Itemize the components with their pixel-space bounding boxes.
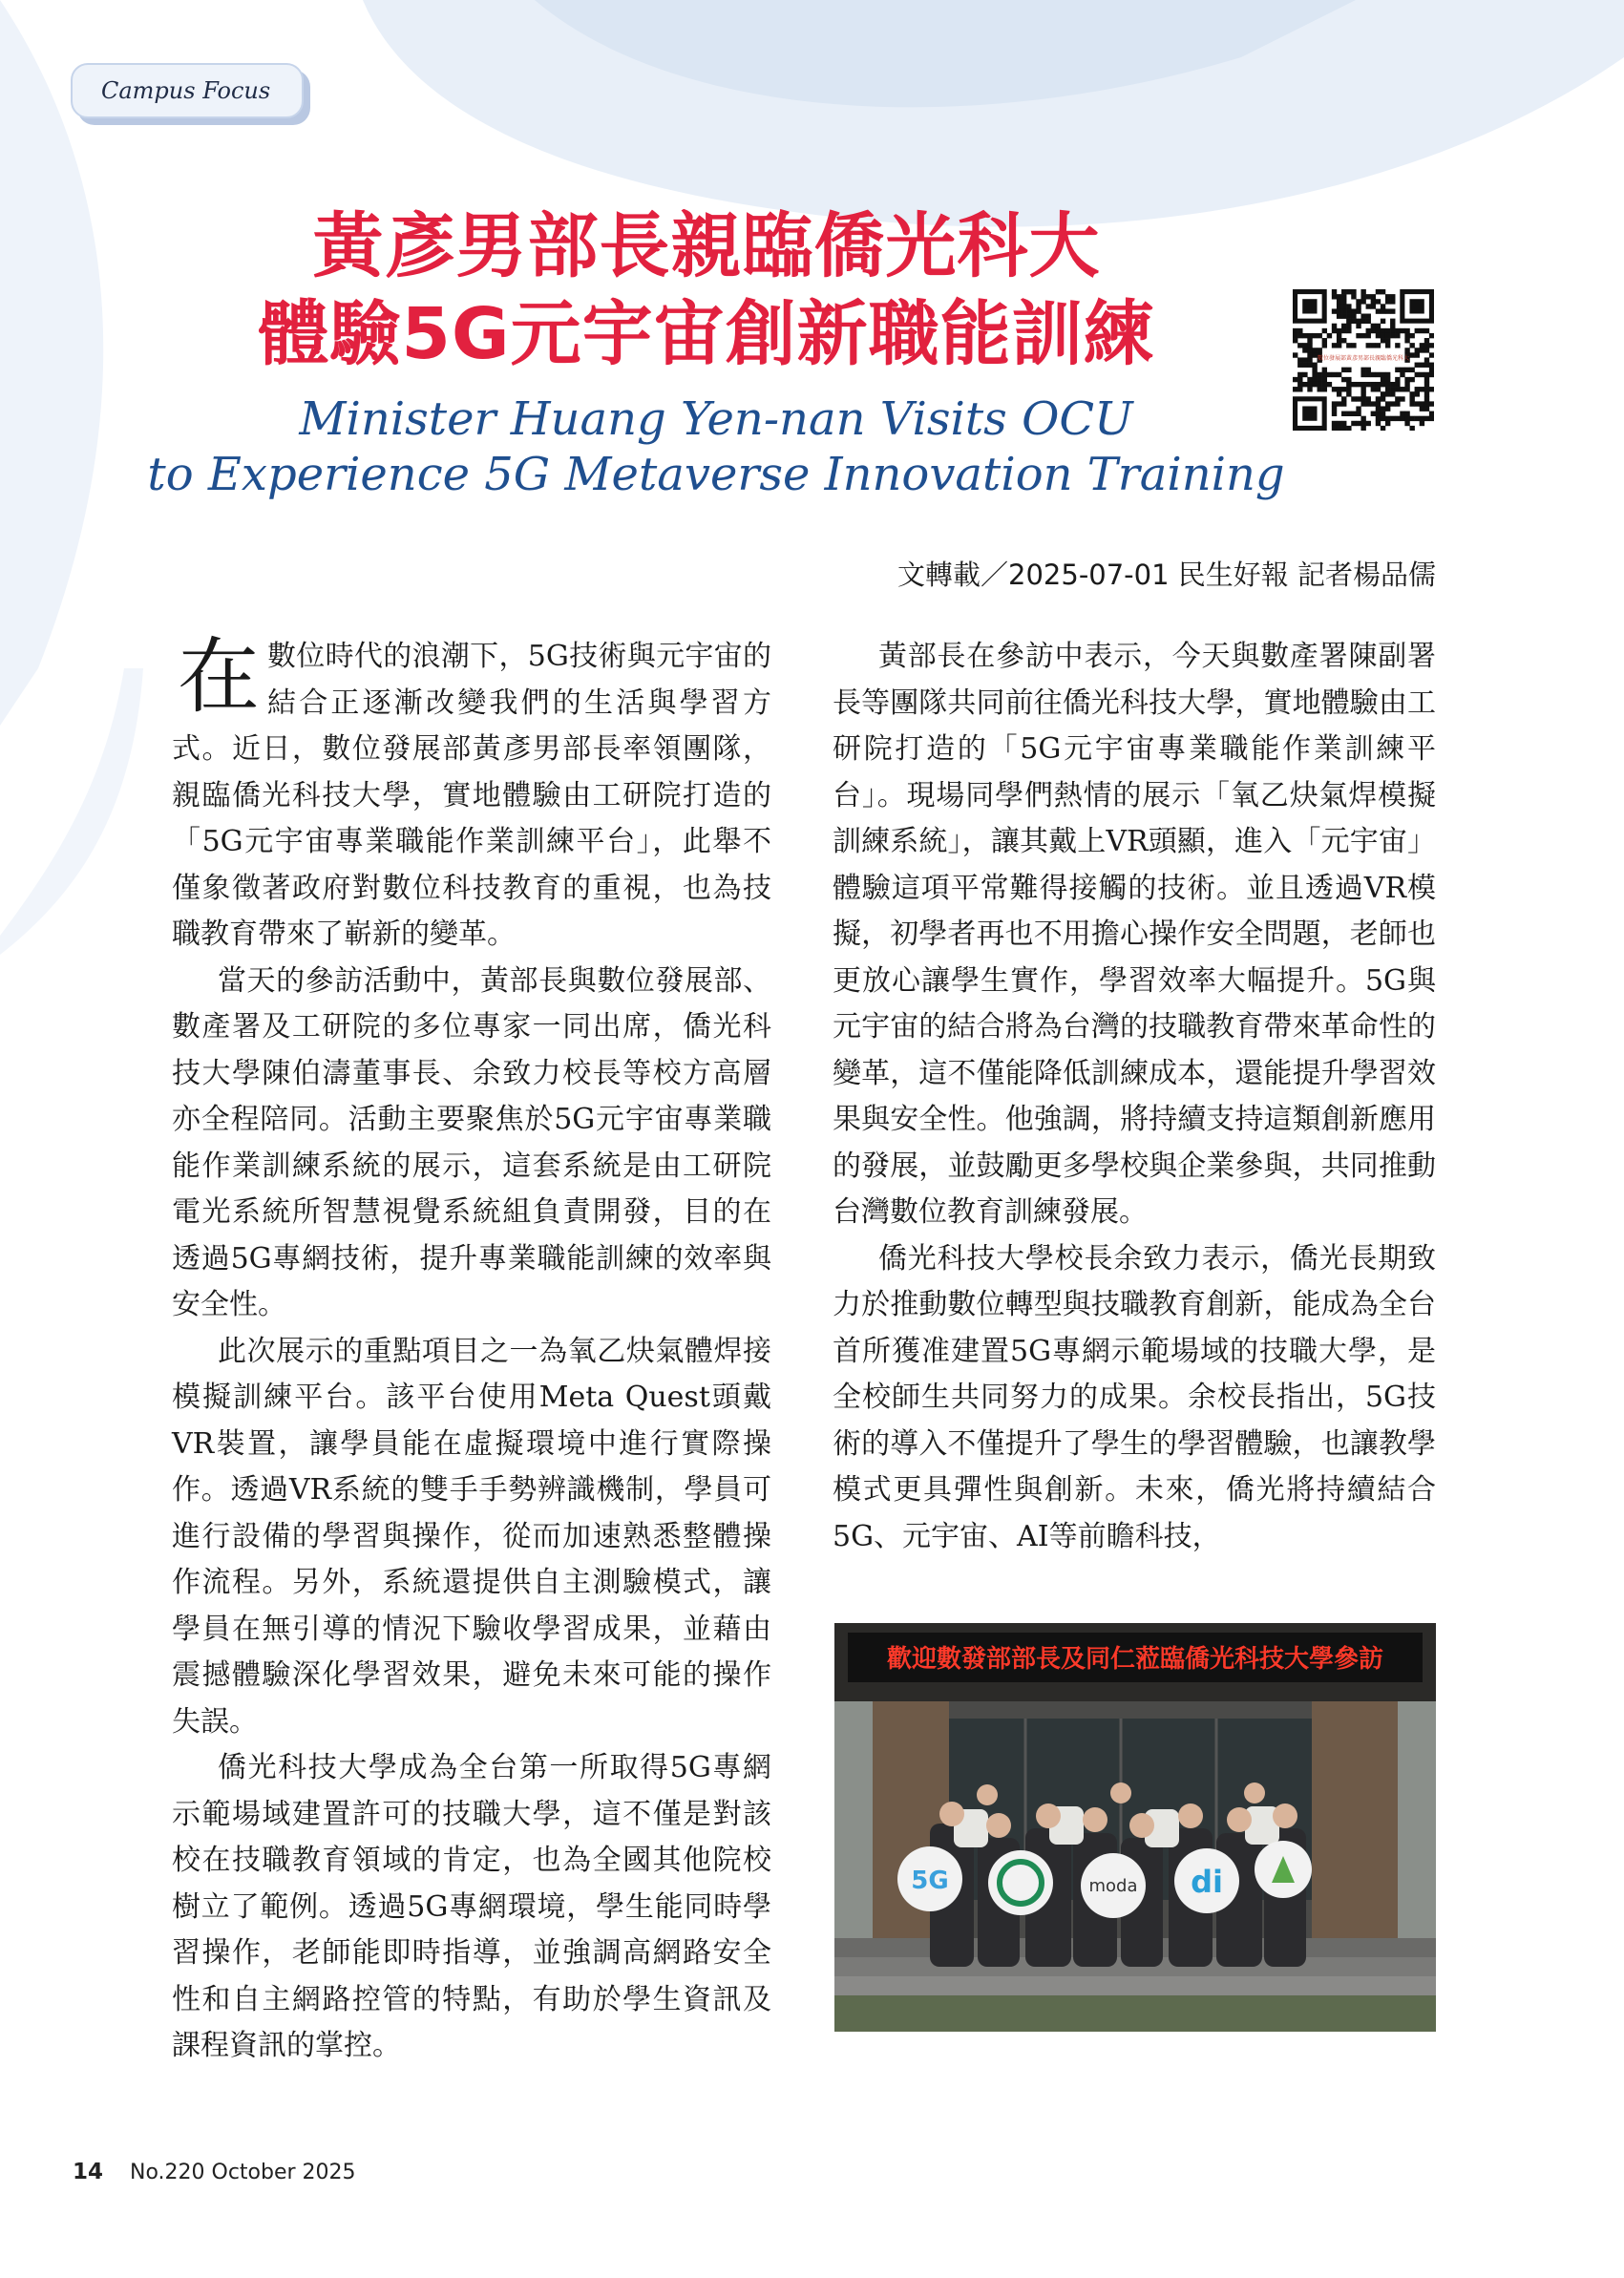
title-chinese-line2: 體驗5G元宇宙創新職能訓練	[258, 293, 1155, 375]
led-banner-text: 歡迎數發部部長及同仁蒞臨僑光科技大學參訪	[886, 1645, 1384, 1674]
article-column-left	[172, 629, 771, 2070]
sign-5g-label: 5G	[911, 1867, 949, 1895]
page-footer	[73, 2160, 356, 2184]
title-chinese	[210, 202, 1203, 378]
article-paragraph: 此次展示的重點項目之一為氧乙炔氣體焊接模擬訓練平台。該平台使用Meta Quest頭戴VR裝置，讓學員能在虛擬環境中進行實際操作。透過VR系統的雙手手勢辨識機制，學員可進行設備的學習與操作，從而加速熟悉整體操作流程。另外，系統還提供自主測驗模式，讓學員在無引導的情況下驗收學習成果，並藉由震撼體驗深化學習效果，避免未來可能的操作失誤。	[172, 1334, 771, 1739]
qr-code[interactable]	[1293, 289, 1434, 431]
article-column-right	[833, 634, 1436, 1560]
title-english	[143, 391, 1289, 502]
byline: 文轉載／2025-07-01 民生好報 記者楊品儒	[897, 559, 1436, 591]
section-tag: Campus Focus	[71, 63, 304, 118]
qr-caption: 數位發展部黃彥男部長親臨僑光科大	[1317, 355, 1410, 362]
article-paragraph: 僑光科技大學校長余致力表示，僑光長期致力於推動數位轉型與技職教育創新，能成為全台首所獲准建置5G專網示範場域的技職大學，是全校師生共同努力的成果。余校長指出，5G技術的導入不僅提升了學生的學習體驗，也讓教學模式更具彈性與創新。未來，僑光將持續結合5G、元宇宙、AI等前瞻科技，	[833, 1241, 1436, 1553]
group-photo-illustration	[834, 1623, 1436, 2032]
article-paragraph: 黃部長在參訪中表示，今天與數產署陳副署長等團隊共同前往僑光科技大學，實地體驗由工研院打造的「5G元宇宙專業職能作業訓練平台」。現場同學們熱情的展示「氧乙炔氣焊模擬訓練系統」，讓其戴上VR頭顯，進入「元宇宙」體驗這項平常難得接觸的技術。並且透過VR模擬，初學者再也不用擔心操作安全問題，老師也更放心讓學生實作，學習效率大幅提升。5G與元宇宙的結合將為台灣的技職教育帶來革命性的變革，這不僅能降低訓練成本，還能提升學習效果與安全性。他強調，將持續支持這類創新應用的發展，並鼓勵更多學校與企業參與，共同推動台灣數位教育訓練發展。	[833, 640, 1436, 1229]
page-number: 14	[73, 2160, 104, 2184]
article-paragraph: 在數位時代的浪潮下，5G技術與元宇宙的結合正逐漸改變我們的生活與學習方式。近日，數位發展部黃彥男部長率領團隊，親臨僑光科技大學，實地體驗由工研院打造的「5G元宇宙專業職能作業訓練平台」，此舉不僅象徵著政府對數位科技教育的重視，也為技職教育帶來了嶄新的變革。	[172, 629, 771, 951]
drop-cap: 在	[178, 629, 260, 725]
title-chinese-line1: 黃彥男部長親臨僑光科大	[312, 205, 1101, 287]
qr-code-graphic	[1293, 289, 1434, 431]
sign-moda-label: moda	[1088, 1876, 1138, 1896]
sign-di-label: di	[1191, 1864, 1223, 1900]
title-english-line1: Minister Huang Yen-nan Visits OCU	[299, 392, 1133, 446]
article-paragraph: 僑光科技大學成為全台第一所取得5G專網示範場域建置許可的技職大學，這不僅是對該校在技職教育領域的肯定，也為全國其他院校樹立了範例。透過5G專網環境，學生能同時學習操作，老師能即時指導，並強調高網路安全性和自主網路控管的特點，有助於學生資訊及課程資訊的掌控。	[172, 1751, 771, 2062]
issue-info: No.220 October 2025	[130, 2161, 356, 2184]
group-photo	[834, 1623, 1436, 2032]
title-english-line2: to Experience 5G Metaverse Innovation Training	[147, 448, 1285, 501]
article-paragraph: 當天的參訪活動中，黃部長與數位發展部、數產署及工研院的多位專家一同出席，僑光科技大學陳伯濤董事長、余致力校長等校方高層亦全程陪同。活動主要聚焦於5G元宇宙專業職能作業訓練系統的展示，這套系統是由工研院電光系統所智慧視覺系統組負責開發，目的在透過5G專網技術，提升專業職能訓練的效率與安全性。	[172, 963, 771, 1321]
